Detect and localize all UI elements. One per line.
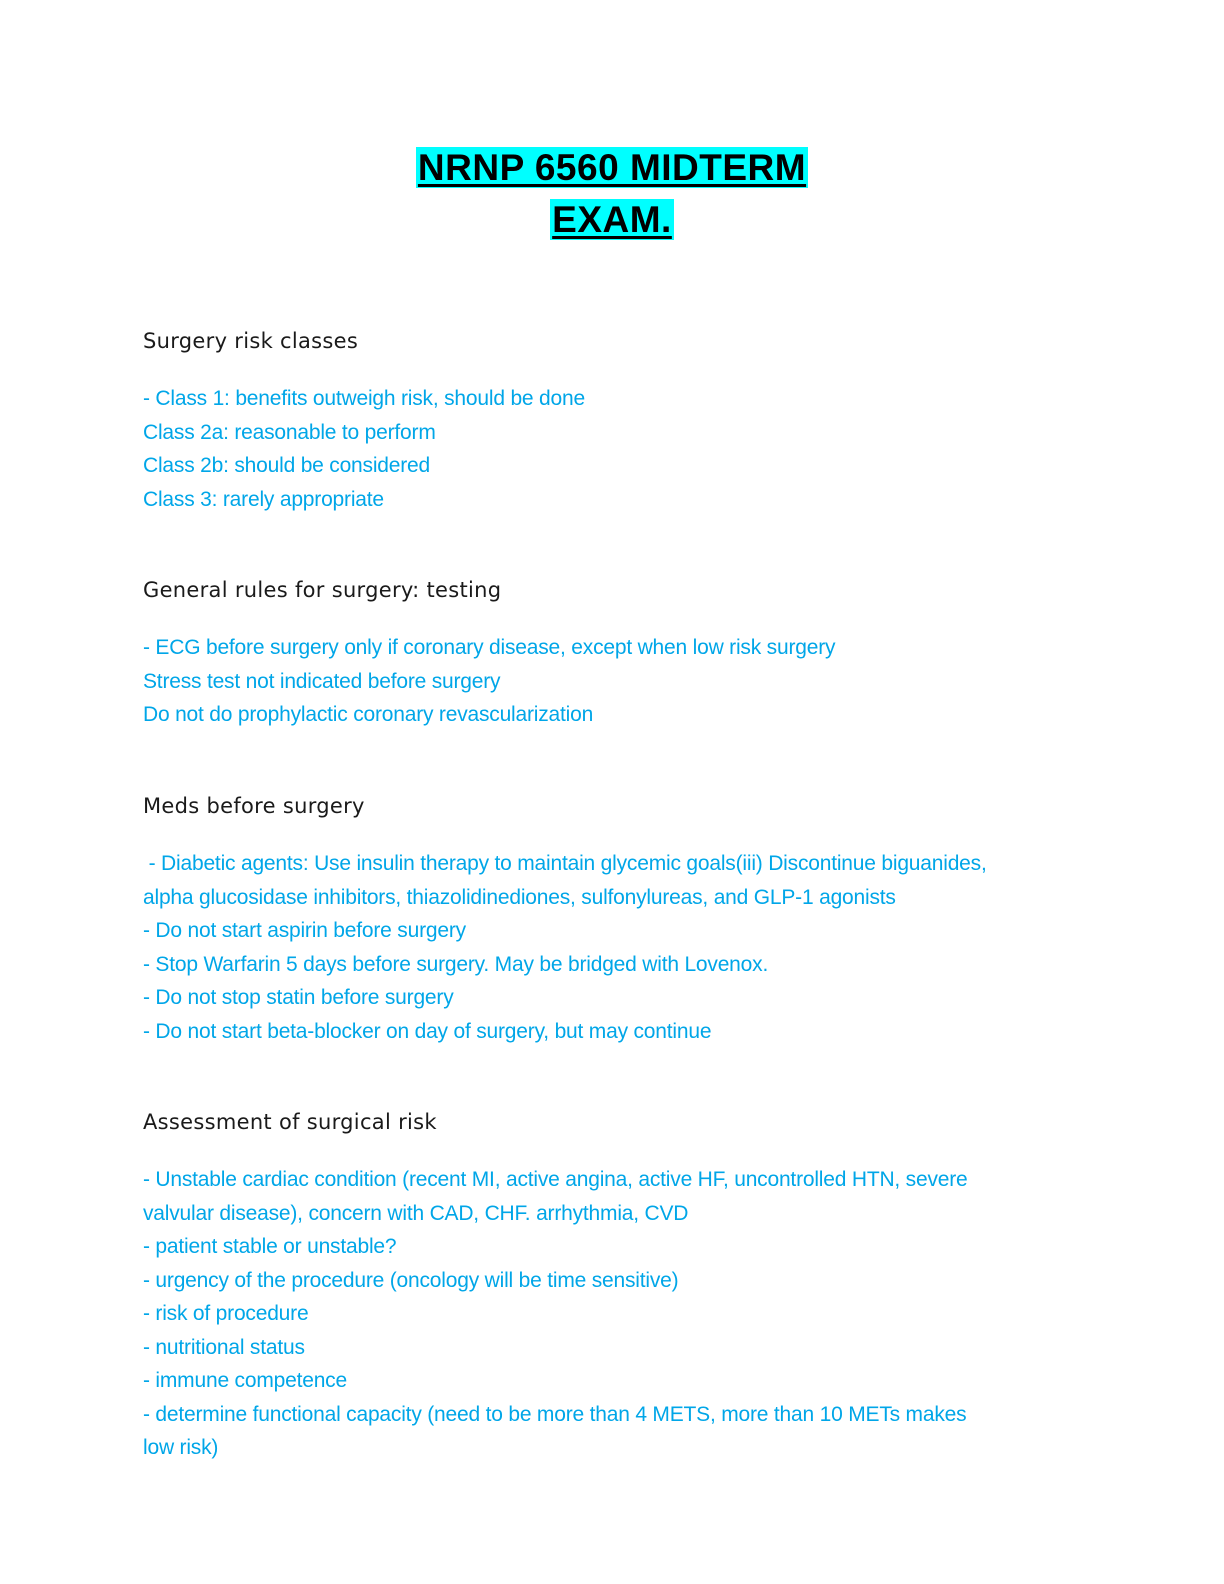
- title-text-line-2: EXAM.: [552, 199, 672, 240]
- section-body: [143, 382, 1043, 516]
- body-line: - immune competence: [143, 1369, 347, 1392]
- body-line: Class 3: rarely appropriate: [143, 487, 384, 511]
- document-title: [0, 142, 1224, 246]
- body-line: valvular disease), concern with CAD, CHF. arrhythmia, CVD: [143, 1201, 689, 1225]
- body-line: - Do not start aspirin before surgery: [143, 919, 466, 942]
- body-line: - nutritional status: [143, 1335, 305, 1359]
- body-line: Class 2a: reasonable to perform: [143, 420, 436, 444]
- body-line: - Unstable cardiac condition (recent MI, active angina, active HF, uncontrolled HTN, severe: [143, 1168, 968, 1191]
- body-line: - Do not start beta-blocker on day of surgery, but may continue: [143, 1019, 712, 1043]
- section-surgery-risk-classes: [143, 324, 1043, 516]
- section-body: [143, 847, 1043, 1048]
- section-general-rules-testing: [143, 573, 1043, 732]
- section-body: [143, 1163, 1043, 1465]
- body-line: alpha glucosidase inhibitors, thiazolidinediones, sulfonylureas, and GLP-1 agonists: [143, 885, 896, 909]
- section-meds-before-surgery: [143, 789, 1043, 1048]
- section-heading: Surgery risk classes: [143, 329, 359, 353]
- title-line-2: [0, 194, 1224, 246]
- body-line: Stress test not indicated before surgery: [143, 669, 501, 693]
- body-line: - Diabetic agents: Use insulin therapy to maintain glycemic goals(iii) Discontinue biguanides,: [143, 852, 987, 875]
- title-text-line-1: NRNP 6560 MIDTERM: [417, 147, 807, 188]
- body-line: - Do not stop statin before surgery: [143, 986, 454, 1009]
- body-line: - determine functional capacity (need to be more than 4 METS, more than 10 METs makes: [143, 1402, 967, 1426]
- body-line: - ECG before surgery only if coronary disease, except when low risk surgery: [143, 636, 836, 659]
- section-heading: Meds before surgery: [143, 794, 365, 818]
- body-line: - Class 1: benefits outweigh risk, should be done: [143, 387, 585, 410]
- section-body: [143, 631, 1043, 732]
- section-heading: General rules for surgery: testing: [143, 578, 502, 602]
- body-line: - risk of procedure: [143, 1302, 309, 1325]
- body-line: - urgency of the procedure (oncology will be time sensitive): [143, 1268, 679, 1292]
- title-line-1: [0, 142, 1224, 194]
- body-line: Class 2b: should be considered: [143, 454, 431, 477]
- body-line: - patient stable or unstable?: [143, 1235, 397, 1258]
- section-heading: Assessment of surgical risk: [143, 1110, 437, 1134]
- section-assessment-surgical-risk: [143, 1105, 1043, 1465]
- body-line: - Stop Warfarin 5 days before surgery. May be bridged with Lovenox.: [143, 952, 769, 976]
- body-line: low risk): [143, 1436, 219, 1459]
- body-line: Do not do prophylactic coronary revascularization: [143, 703, 594, 726]
